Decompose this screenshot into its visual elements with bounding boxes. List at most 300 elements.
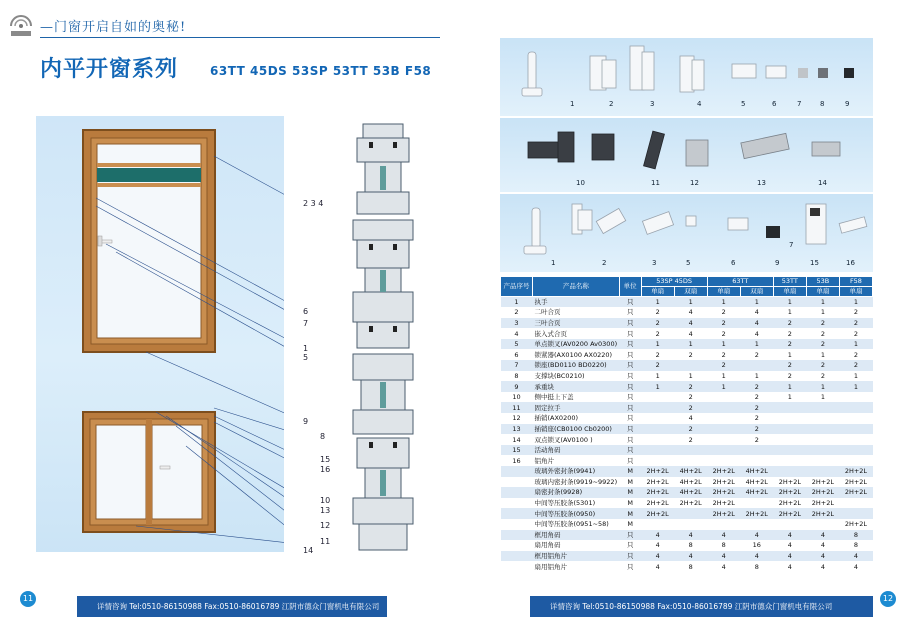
cell-seq: [501, 508, 533, 519]
cell-seq: [501, 561, 533, 572]
hardware-label: 16: [846, 259, 855, 267]
cell-qty: 1: [839, 381, 872, 392]
callout-label: 2 3 4: [303, 199, 324, 208]
callout-label: 12: [320, 521, 331, 530]
cell-qty: 1: [674, 371, 707, 382]
cell-qty: 4H+2L: [740, 487, 773, 498]
cell-qty: 2: [707, 349, 740, 360]
table-row: [501, 551, 873, 562]
cell-name: 插销座(CB0100 Cb0200): [533, 424, 620, 435]
cell-qty: [806, 434, 839, 445]
cell-qty: 4: [773, 561, 806, 572]
cell-qty: 4: [674, 307, 707, 318]
cell-seq: 8: [501, 371, 533, 382]
cell-qty: 2H+2L: [839, 477, 872, 488]
cell-qty: 2H+2L: [641, 498, 674, 509]
table-row: [501, 424, 873, 435]
cell-seq: 7: [501, 360, 533, 371]
cell-qty: 16: [740, 540, 773, 551]
cell-qty: 4: [773, 551, 806, 562]
slogan-underline: [40, 37, 440, 38]
cell-name: 扇用角码: [533, 540, 620, 551]
col-header-unit: 单位: [619, 277, 641, 297]
cell-qty: 4: [674, 413, 707, 424]
col-header-group-f58: F58: [839, 277, 872, 287]
cell-name: 固定拉手: [533, 402, 620, 413]
cell-qty: 1: [806, 297, 839, 308]
cell-unit: 只: [619, 561, 641, 572]
cell-qty: 2H+2L: [740, 508, 773, 519]
cell-qty: 2H+2L: [806, 508, 839, 519]
page-number-left: 11: [20, 591, 36, 607]
cell-qty: 4H+2L: [740, 477, 773, 488]
cell-name: 玻璃内密封条(9919~9922): [533, 477, 620, 488]
page-title: 内平开窗系列: [40, 57, 179, 82]
cell-qty: 1: [773, 392, 806, 403]
cell-unit: 只: [619, 445, 641, 456]
cell-qty: [740, 445, 773, 456]
cell-qty: 1: [641, 297, 674, 308]
table-row: [501, 349, 873, 360]
col-header-seq: 产品序号: [501, 277, 533, 297]
cell-qty: [839, 455, 872, 466]
cell-qty: [674, 508, 707, 519]
cell-qty: [707, 445, 740, 456]
cell-name: 三叶合页: [533, 318, 620, 329]
cell-qty: 2H+2L: [707, 477, 740, 488]
cell-qty: [773, 424, 806, 435]
table-row: [501, 561, 873, 572]
cell-qty: [641, 402, 674, 413]
table-row: [501, 381, 873, 392]
cell-qty: 1: [707, 381, 740, 392]
cell-qty: 2H+2L: [641, 477, 674, 488]
cell-qty: 8: [740, 561, 773, 572]
parts-table: [500, 276, 873, 572]
cell-qty: [773, 519, 806, 530]
table-row: [501, 328, 873, 339]
hardware-label: 14: [818, 179, 827, 187]
cell-name: 活动角码: [533, 445, 620, 456]
cell-qty: [806, 424, 839, 435]
hardware-label: 6: [731, 259, 736, 267]
cell-qty: 2H+2L: [773, 477, 806, 488]
cell-qty: 2H+2L: [806, 487, 839, 498]
table-row: [501, 445, 873, 456]
col-header-single: 单扇: [641, 287, 674, 297]
cell-qty: [839, 402, 872, 413]
cell-qty: 4: [641, 551, 674, 562]
cell-qty: [773, 413, 806, 424]
cell-qty: 2: [674, 381, 707, 392]
cell-qty: [707, 434, 740, 445]
table-row: [501, 519, 873, 530]
hardware-photos-1: [500, 38, 873, 116]
cell-qty: [707, 413, 740, 424]
cell-qty: 1: [773, 349, 806, 360]
cell-name: 玻璃外密封条(9941): [533, 466, 620, 477]
company-logo: [8, 10, 34, 40]
hardware-label: 3: [650, 100, 655, 108]
cell-qty: 2H+2L: [839, 466, 872, 477]
cell-qty: 2H+2L: [641, 508, 674, 519]
col-header-double: 双扇: [674, 287, 707, 297]
cell-seq: [501, 530, 533, 541]
cell-unit: M: [619, 487, 641, 498]
cell-name: 锁紧器(AX0100 AX0220): [533, 349, 620, 360]
table-row: [501, 477, 873, 488]
cell-qty: [773, 455, 806, 466]
cell-qty: 4: [641, 561, 674, 572]
cell-qty: 1: [740, 339, 773, 350]
cell-unit: 只: [619, 455, 641, 466]
cell-qty: 2H+2L: [773, 498, 806, 509]
cell-qty: 4: [740, 307, 773, 318]
cell-qty: 1: [707, 297, 740, 308]
cell-unit: 只: [619, 551, 641, 562]
cell-qty: 2: [641, 307, 674, 318]
cell-qty: 4H+2L: [674, 466, 707, 477]
col-header-double: 双扇: [740, 287, 773, 297]
cell-unit: M: [619, 508, 641, 519]
cell-qty: 2: [641, 328, 674, 339]
cell-qty: 2: [773, 318, 806, 329]
cell-qty: 1: [641, 339, 674, 350]
cell-qty: 8: [707, 540, 740, 551]
cell-qty: [641, 519, 674, 530]
cell-qty: [674, 360, 707, 371]
table-row: [501, 455, 873, 466]
cell-qty: 4: [839, 561, 872, 572]
cell-name: 承重块: [533, 381, 620, 392]
cell-seq: 12: [501, 413, 533, 424]
cell-qty: [707, 455, 740, 466]
cell-unit: 只: [619, 540, 641, 551]
cell-qty: 2: [806, 360, 839, 371]
cell-qty: 2: [740, 381, 773, 392]
cell-qty: [740, 360, 773, 371]
table-row: [501, 498, 873, 509]
col-header-group-53sp: 53SP 45DS: [641, 277, 707, 287]
callout-label: 14: [303, 546, 314, 555]
hardware-label: 2: [602, 259, 607, 267]
hardware-label: 6: [772, 100, 777, 108]
cell-unit: 只: [619, 371, 641, 382]
cell-qty: 4: [773, 540, 806, 551]
callout-label: 5: [303, 353, 309, 362]
cell-unit: 只: [619, 413, 641, 424]
cell-qty: 2: [773, 371, 806, 382]
cell-qty: [839, 424, 872, 435]
hardware-label: 2: [609, 100, 614, 108]
cell-name: 铝角片: [533, 455, 620, 466]
table-row: [501, 487, 873, 498]
cell-unit: 只: [619, 424, 641, 435]
cell-qty: 4: [674, 551, 707, 562]
cell-seq: 5: [501, 339, 533, 350]
cell-qty: 2: [839, 349, 872, 360]
cell-qty: 1: [707, 339, 740, 350]
cell-qty: [707, 402, 740, 413]
window-illustration: [36, 116, 284, 552]
cell-qty: 4: [839, 551, 872, 562]
col-header-group-53tt: 53TT: [773, 277, 806, 287]
cell-seq: 2: [501, 307, 533, 318]
cell-unit: 只: [619, 381, 641, 392]
callout-label: 13: [320, 506, 331, 515]
table-row: [501, 297, 873, 308]
cell-qty: [674, 519, 707, 530]
cell-qty: 4: [740, 328, 773, 339]
cell-qty: 2: [707, 307, 740, 318]
table-row: [501, 307, 873, 318]
cell-unit: M: [619, 466, 641, 477]
table-row: [501, 360, 873, 371]
parts-table-body: [501, 297, 873, 572]
cell-qty: [806, 445, 839, 456]
table-row: [501, 434, 873, 445]
cell-name: 二叶合页: [533, 307, 620, 318]
cell-qty: 2: [839, 318, 872, 329]
cell-seq: 1: [501, 297, 533, 308]
cell-qty: 2: [740, 392, 773, 403]
hardware-label: 5: [741, 100, 746, 108]
cell-seq: 9: [501, 381, 533, 392]
cell-qty: [806, 519, 839, 530]
cell-qty: [773, 445, 806, 456]
cell-qty: 4: [806, 551, 839, 562]
cell-seq: [501, 519, 533, 530]
cell-qty: [806, 413, 839, 424]
hardware-label: 7: [797, 100, 802, 108]
callout-label: 8: [320, 432, 326, 441]
cell-qty: 4: [740, 530, 773, 541]
cell-name: 嵌入式合页: [533, 328, 620, 339]
cell-seq: [501, 540, 533, 551]
cell-qty: 4H+2L: [674, 477, 707, 488]
cell-qty: 2: [806, 318, 839, 329]
cell-unit: 只: [619, 349, 641, 360]
cell-seq: 10: [501, 392, 533, 403]
cell-qty: 2: [674, 392, 707, 403]
cell-qty: 2H+2L: [707, 466, 740, 477]
cell-qty: [641, 455, 674, 466]
cell-name: 框用角码: [533, 530, 620, 541]
cell-name: 扇用铝角片: [533, 561, 620, 572]
cell-qty: 1: [773, 307, 806, 318]
cell-name: 单点锁叉(AV0200 Av0300): [534, 340, 618, 349]
cell-unit: M: [619, 477, 641, 488]
cell-seq: 11: [501, 402, 533, 413]
cell-seq: 14: [501, 434, 533, 445]
cell-seq: [501, 466, 533, 477]
cell-seq: [501, 477, 533, 488]
cell-qty: 2: [839, 307, 872, 318]
callout-label: 10: [320, 496, 331, 505]
col-header-single: 单扇: [806, 287, 839, 297]
cell-qty: 2: [773, 339, 806, 350]
cell-qty: [707, 392, 740, 403]
cell-name: 中间等压胶条(5301): [533, 498, 620, 509]
cell-qty: 8: [674, 540, 707, 551]
cell-qty: 1: [839, 339, 872, 350]
cell-qty: [707, 519, 740, 530]
cell-qty: [674, 445, 707, 456]
cell-qty: 8: [839, 530, 872, 541]
cell-qty: 4: [707, 551, 740, 562]
cell-seq: 3: [501, 318, 533, 329]
cell-qty: [773, 402, 806, 413]
callout-label: 7: [303, 319, 309, 328]
callout-label: 15: [320, 455, 331, 464]
hardware-photo-strip-1: [500, 38, 873, 116]
cell-name: 双点锁叉(AV0100 ): [533, 434, 620, 445]
cell-unit: M: [619, 519, 641, 530]
table-row: [501, 371, 873, 382]
table-row: [501, 318, 873, 329]
cell-qty: 2H+2L: [839, 487, 872, 498]
cell-seq: 15: [501, 445, 533, 456]
cell-seq: [501, 487, 533, 498]
cell-qty: 2: [674, 434, 707, 445]
cell-qty: 2: [641, 349, 674, 360]
cell-qty: 1: [641, 371, 674, 382]
table-row: [501, 530, 873, 541]
cell-qty: 8: [674, 561, 707, 572]
hardware-label: 9: [775, 259, 780, 267]
hardware-label: 13: [757, 179, 766, 187]
cell-qty: 2: [674, 349, 707, 360]
cell-qty: 2: [707, 360, 740, 371]
cell-name: 扇密封条(9928): [533, 487, 620, 498]
cell-qty: 1: [806, 349, 839, 360]
cell-qty: 4: [806, 530, 839, 541]
cell-name: 中间等压胶条(0951~58): [533, 519, 620, 530]
cell-qty: 4H+2L: [740, 466, 773, 477]
hardware-label: 15: [810, 259, 819, 267]
frame-profile-section-drawing: [343, 120, 423, 562]
right-footer-contact: 详情咨询 Tel:0510-86150988 Fax:0510-86016789 江阴市德众门窗机电有限公司: [530, 596, 873, 617]
cell-qty: 2: [641, 360, 674, 371]
cell-qty: 1: [674, 297, 707, 308]
cell-qty: 1: [773, 381, 806, 392]
callout-label: 11: [320, 537, 331, 546]
hardware-label: 12: [690, 179, 699, 187]
cell-seq: [501, 498, 533, 509]
cell-qty: [839, 434, 872, 445]
col-header-group-53b: 53B: [806, 277, 839, 287]
cell-unit: 只: [619, 392, 641, 403]
cell-qty: 1: [839, 371, 872, 382]
cell-qty: 1: [707, 371, 740, 382]
cell-qty: 2: [839, 328, 872, 339]
cell-qty: 2H+2L: [674, 498, 707, 509]
hardware-label: 9: [845, 100, 850, 108]
cell-qty: 4: [674, 328, 707, 339]
cell-qty: [839, 392, 872, 403]
cell-qty: 2: [707, 318, 740, 329]
cell-unit: 只: [619, 318, 641, 329]
table-row: [501, 466, 873, 477]
col-header-single: 单扇: [773, 287, 806, 297]
cell-seq: 13: [501, 424, 533, 435]
cell-qty: 2H+2L: [806, 498, 839, 509]
cell-qty: [641, 392, 674, 403]
cell-qty: 4: [806, 540, 839, 551]
table-row: [501, 413, 873, 424]
table-row: [501, 339, 873, 350]
callout-label: 16: [320, 465, 331, 474]
table-row: [501, 402, 873, 413]
cell-qty: 2H+2L: [641, 487, 674, 498]
cell-qty: [641, 445, 674, 456]
cell-qty: 8: [839, 540, 872, 551]
cell-qty: 2: [740, 402, 773, 413]
cell-qty: 2: [806, 339, 839, 350]
model-list: 63TT 45DS 53SP 53TT 53B F58: [210, 64, 432, 78]
cell-qty: 2H+2L: [773, 508, 806, 519]
cell-qty: 1: [641, 381, 674, 392]
callout-label: 9: [303, 417, 309, 426]
cell-qty: 4: [740, 318, 773, 329]
cell-qty: 2: [839, 360, 872, 371]
col-header-group-63tt: 63TT: [707, 277, 773, 287]
cell-qty: 2H+2L: [806, 477, 839, 488]
hardware-label: 10: [576, 179, 585, 187]
cell-qty: 4: [674, 530, 707, 541]
window-illustration-panel: [36, 116, 284, 552]
cell-qty: 2: [806, 328, 839, 339]
cell-name: 中间等压胶条(0950): [533, 508, 620, 519]
hardware-label: 1: [551, 259, 556, 267]
cell-qty: 2: [707, 328, 740, 339]
cell-qty: [641, 424, 674, 435]
cell-qty: [674, 455, 707, 466]
cell-qty: [740, 455, 773, 466]
cell-name: 执手: [533, 297, 620, 308]
callout-label: 6: [303, 307, 309, 316]
cell-qty: 1: [806, 392, 839, 403]
cell-seq: 16: [501, 455, 533, 466]
cell-qty: 4: [641, 530, 674, 541]
cell-qty: 1: [806, 381, 839, 392]
cell-qty: [740, 519, 773, 530]
cell-qty: [806, 402, 839, 413]
cell-qty: 1: [806, 307, 839, 318]
hardware-label: 3: [652, 259, 657, 267]
cell-qty: 4: [707, 530, 740, 541]
cell-qty: 2H+2L: [839, 519, 872, 530]
cell-qty: 2: [806, 371, 839, 382]
cell-qty: [839, 508, 872, 519]
cell-qty: 2H+2L: [707, 498, 740, 509]
cell-qty: 2: [740, 434, 773, 445]
cell-qty: 2: [740, 413, 773, 424]
cell-qty: 2: [740, 349, 773, 360]
col-header-single: 单扇: [707, 287, 740, 297]
cell-unit: 只: [619, 297, 641, 308]
cell-unit: 只: [619, 328, 641, 339]
cell-unit: M: [619, 498, 641, 509]
cell-name: 插销(AX0200): [533, 413, 620, 424]
cell-qty: [839, 445, 872, 456]
slogan: —门窗开启自如的奥秘!: [40, 20, 187, 35]
hardware-label: 11: [651, 179, 660, 187]
table-row: [501, 508, 873, 519]
cell-qty: 2: [773, 360, 806, 371]
cell-name: 支撑块(BC0210): [533, 371, 620, 382]
hardware-label: 5: [686, 259, 691, 267]
